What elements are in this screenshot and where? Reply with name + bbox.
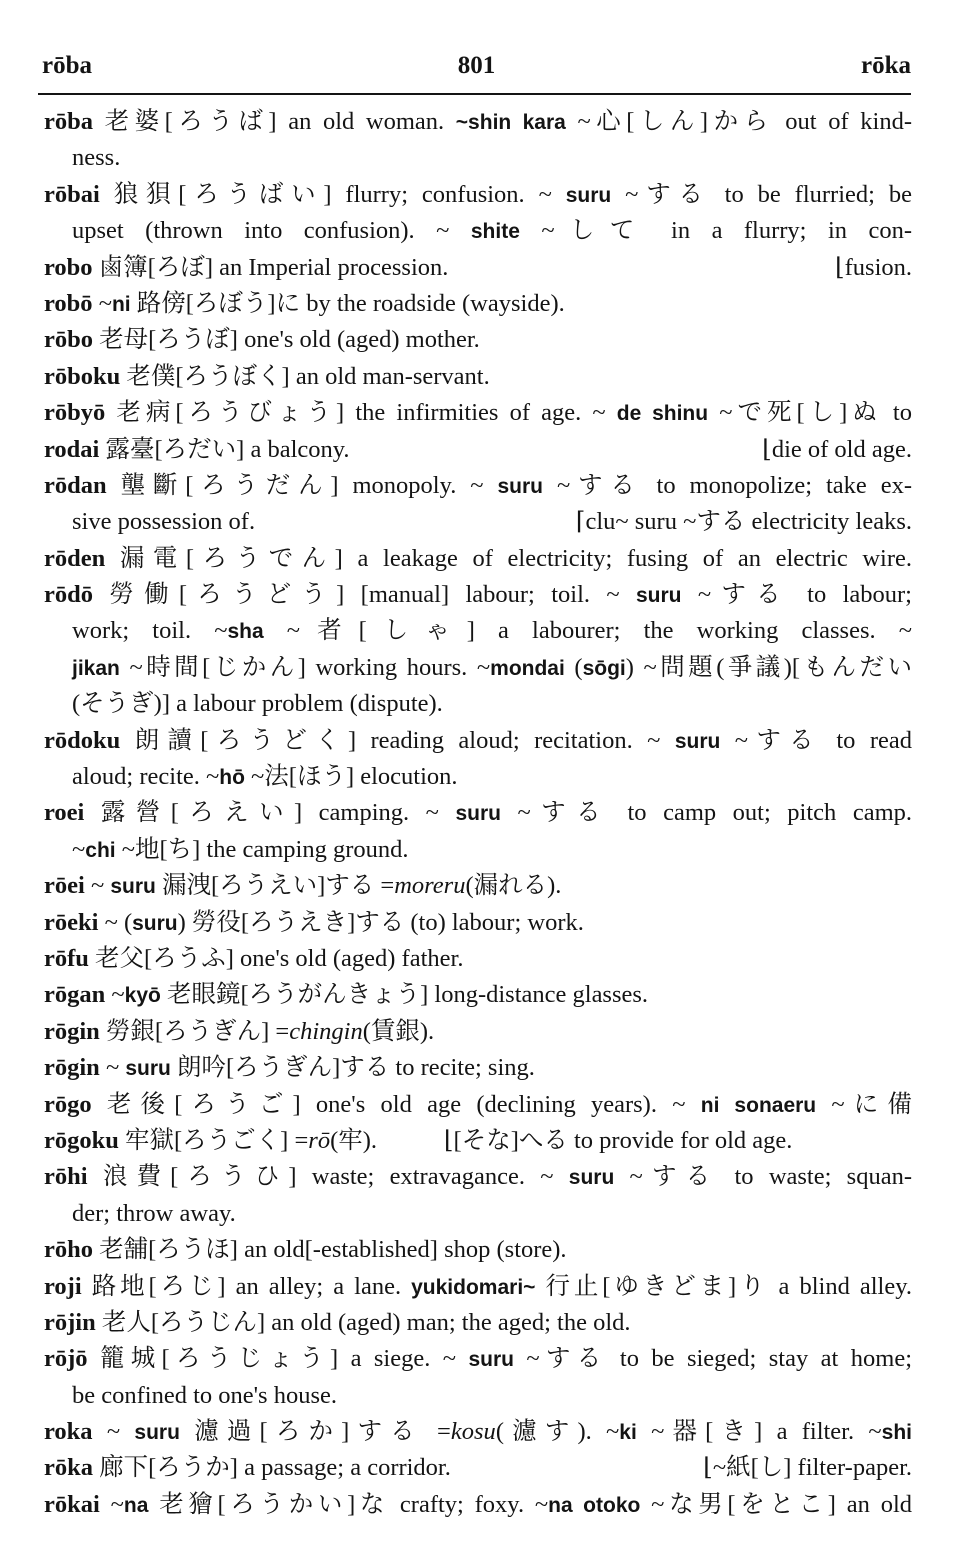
entry-text: (濾す). ~	[495, 1418, 620, 1446]
entry-text: ~して in a flurry; in con-	[519, 217, 912, 245]
entry-text: yukidomari~	[411, 1275, 536, 1299]
entry-text: 老人[ろうじん] an old (aged) man; the aged; the old.	[95, 1308, 631, 1336]
entry-text: ~する to be sieged; stay at home;	[513, 1345, 913, 1373]
entry-text: 老僕[ろうぼく] an old man-servant.	[120, 362, 490, 390]
entry-text: ~する to monopolize; take ex-	[543, 471, 912, 499]
entry-text: 路傍[ろぼう]に by the roadside (wayside).	[130, 289, 565, 317]
headword: rōdō	[44, 581, 93, 609]
entry-text: (	[564, 653, 583, 681]
headword: rōfu	[44, 944, 89, 972]
entry-text: 壟斷[ろうだん] monopoly. ~	[106, 471, 498, 499]
entry-line	[44, 686, 912, 722]
entry-text: ~法[ほう] elocution.	[244, 763, 458, 791]
headword: roji	[44, 1272, 82, 1300]
entry-text: ~する to camp out; pitch camp.	[500, 799, 913, 827]
entry-text: 勞働[ろうどう] [manual] labour; toil. ~	[93, 581, 636, 609]
entry-text: 老眼鏡[ろうがんきょう] long-distance glasses.	[160, 981, 649, 1009]
entry-text: kyō	[124, 984, 161, 1008]
entry-text: sive possession of.	[72, 508, 256, 536]
entry-line	[44, 723, 912, 759]
entry-text: suru	[635, 584, 682, 608]
running-head-left: rōba	[42, 52, 92, 79]
carryover-text: ⌊~紙[し] filter-paper.	[703, 1454, 912, 1482]
headword: rōgoku	[44, 1126, 119, 1154]
entry-line	[44, 1232, 912, 1268]
entry-line	[44, 541, 912, 577]
headword: rōho	[44, 1236, 93, 1264]
entry-text: 朗吟[ろうぎん]する to recite; sing.	[170, 1054, 535, 1082]
entry-text: (そうぎ)] a labour problem (dispute).	[72, 690, 443, 718]
entry-text: ness.	[72, 144, 121, 172]
entry-line	[44, 322, 912, 358]
entry-line	[44, 286, 912, 322]
entry-text: suru	[468, 1348, 514, 1372]
entry-line	[44, 1305, 912, 1341]
entry-text: 老後[ろうご] one's old age (declining years). ~	[91, 1090, 701, 1118]
page-header	[42, 52, 911, 86]
headword: rōgin	[44, 1054, 100, 1082]
entry-text: ) 勞役[ろうえき]する (to) labour; work.	[177, 908, 584, 936]
entry-text: ~	[99, 1490, 124, 1518]
entry-text: suru	[497, 474, 544, 498]
headword: rōgan	[44, 981, 106, 1009]
entry-text: kosu	[450, 1418, 496, 1446]
entry-text: 路地[ろじ] an alley; a lane.	[81, 1272, 412, 1300]
entry-line	[44, 868, 912, 904]
entry-text: sōgi	[582, 656, 626, 680]
entry-text: ~shin kara	[455, 111, 566, 134]
entry-line	[44, 650, 912, 686]
headword: rōbyō	[44, 399, 106, 427]
entry-text: 露臺[ろだい] a balcony.	[99, 435, 350, 463]
entry-line	[44, 795, 912, 831]
entry-text: de shinu	[616, 402, 709, 426]
entry-line	[44, 832, 912, 868]
headword: robō	[44, 289, 93, 317]
entry-text: ~に備	[816, 1090, 912, 1118]
entry-line	[44, 213, 912, 249]
entry-line	[44, 1487, 912, 1523]
headword: rōei	[44, 872, 85, 900]
entry-line	[44, 177, 912, 213]
entry-text: work; toil. ~	[72, 617, 228, 645]
headword: rōbo	[44, 326, 93, 354]
entry-text: suru	[568, 1166, 615, 1190]
entry-text: ni	[111, 292, 131, 316]
entry-text: mondai	[490, 656, 565, 680]
carryover-text: ⌊fusion.	[835, 253, 912, 281]
dictionary-entries	[44, 104, 912, 1523]
entry-text: ~	[84, 872, 111, 900]
entry-line	[44, 905, 912, 941]
entry-text: 廊下[ろうか] a passage; a corridor.	[93, 1454, 451, 1482]
entry-line	[44, 468, 912, 504]
entry-text: jikan	[72, 656, 120, 680]
entry-line	[44, 1014, 912, 1050]
headword: rōgin	[44, 1017, 100, 1045]
entry-text: ~ (	[98, 908, 133, 936]
entry-text: suru	[125, 1057, 171, 1081]
entry-line	[44, 250, 912, 286]
running-head-right: rōka	[861, 52, 911, 79]
entry-text: 朗讀[ろうどく] reading aloud; recitation. ~	[120, 726, 675, 754]
headword: rōgo	[44, 1090, 92, 1118]
entry-text: shi	[881, 1421, 912, 1445]
entry-text: ~時間[じかん] working hours. ~	[119, 653, 491, 681]
entry-text: ~な男[をとこ] an old	[640, 1490, 912, 1518]
entry-line	[44, 941, 912, 977]
entry-text: ~心[しん]から out of kind-	[565, 108, 912, 135]
entry-text: ~者[しゃ] a labourer; the working classes. ~	[263, 617, 912, 645]
entry-line	[44, 432, 912, 468]
carryover-text: ⌊[そな]へる to provide for old age.	[444, 1126, 793, 1154]
entry-text: ki	[619, 1421, 637, 1445]
entry-text: hō	[219, 766, 245, 790]
entry-text: aloud; recite. ~	[72, 763, 220, 791]
entry-line	[44, 1087, 912, 1123]
entry-line	[44, 977, 912, 1013]
entry-line	[44, 504, 912, 540]
headword: roei	[44, 799, 85, 827]
entry-text: chi	[85, 838, 116, 862]
entry-line	[44, 1269, 912, 1305]
entry-line	[44, 577, 912, 613]
entry-text: ~する to read	[720, 726, 912, 754]
entry-text: 浪費[ろうひ] waste; extravagance. ~	[87, 1163, 569, 1191]
carryover-text: ⌊die of old age.	[762, 435, 912, 463]
entry-text: (賃銀).	[362, 1017, 435, 1045]
entry-text: moreru	[394, 872, 466, 900]
entry-text: ~地[ち] the camping ground.	[115, 835, 409, 863]
headword: rōeki	[44, 908, 99, 936]
entry-text: ~	[105, 981, 125, 1009]
entry-text: ~する to labour;	[681, 581, 912, 609]
entry-text: 漏電[ろうでん] a leakage of electricity; fusing of an electric wire.	[105, 544, 912, 572]
entry-text: ~	[99, 1054, 126, 1082]
header-rule	[38, 93, 911, 95]
headword: rōka	[44, 1454, 93, 1482]
headword: rōjō	[44, 1345, 88, 1373]
entry-line	[44, 1341, 912, 1377]
entry-text: 漏洩[ろうえい]する =	[155, 872, 395, 900]
headword: rōkai	[44, 1490, 100, 1518]
entry-line	[44, 1414, 912, 1450]
entry-text: sha	[227, 620, 264, 644]
entry-line	[44, 1378, 912, 1414]
entry-text: suru	[674, 729, 721, 753]
entry-text: na	[123, 1493, 149, 1517]
entry-text: ~	[92, 289, 112, 317]
headword: rōhi	[44, 1163, 88, 1191]
entry-text: suru	[455, 802, 501, 826]
entry-line	[44, 104, 912, 140]
entry-text: 老舗[ろうほ] an old[-established] shop (store).	[93, 1236, 567, 1264]
entry-line	[44, 140, 912, 176]
headword: rōboku	[44, 362, 121, 390]
entry-text: 濾過[ろか]する =	[179, 1418, 451, 1446]
entry-line	[44, 395, 912, 431]
entry-text: ni sonaeru	[700, 1093, 817, 1117]
entry-text: na otoko	[548, 1493, 641, 1517]
entry-text: 狼狽[ろうばい] flurry; confusion. ~	[99, 180, 566, 208]
entry-text: ) ~問題(爭議)[もんだい	[625, 653, 912, 681]
entry-text: 老母[ろうぼ] one's old (aged) mother.	[93, 326, 480, 354]
entry-line	[44, 759, 912, 795]
headword: rōdoku	[44, 726, 121, 754]
entry-text: upset (thrown into confusion). ~	[72, 217, 471, 245]
entry-text: 鹵簿[ろぼ] an Imperial procession.	[92, 253, 449, 281]
page-number: 801	[457, 52, 496, 79]
entry-text: suru	[134, 1421, 180, 1445]
entry-text: ~する to be flurried; be	[611, 180, 912, 208]
entry-text: 露營[ろえい] camping. ~	[84, 799, 456, 827]
entry-line	[44, 1196, 912, 1232]
entry-text: 勞銀[ろうぎん] =	[99, 1017, 290, 1045]
entry-text: suru	[565, 183, 612, 207]
entry-text: 老父[ろうふ] one's old (aged) father.	[88, 944, 464, 972]
entry-text: ~で死[し]ぬ to	[708, 399, 912, 427]
entry-line	[44, 1450, 912, 1486]
entry-text: chingin	[289, 1017, 363, 1045]
entry-line	[44, 613, 912, 649]
entry-text: rō	[308, 1126, 331, 1154]
entry-text: 行止[ゆきどま]り a blind alley.	[535, 1272, 913, 1300]
headword: rōden	[44, 544, 106, 572]
headword: rōjin	[44, 1308, 96, 1336]
headword: rōbai	[44, 180, 100, 208]
headword: robo	[44, 253, 93, 281]
carryover-text: ⌈clu~ suru ~する electricity leaks.	[575, 508, 912, 536]
entry-line	[44, 1123, 912, 1159]
entry-text: 牢獄[ろうごく] =	[118, 1126, 309, 1154]
headword: rodai	[44, 435, 100, 463]
entry-text: ~	[72, 835, 86, 863]
headword: roka	[44, 1418, 93, 1446]
entry-text: 老婆[ろうば] an old woman.	[93, 108, 456, 135]
entry-text: 老病[ろうびょう] the infirmities of age. ~	[105, 399, 617, 427]
entry-text: suru	[110, 875, 156, 899]
headword: rōdan	[44, 471, 107, 499]
headword: rōba	[44, 108, 93, 135]
entry-text: suru	[132, 911, 178, 935]
entry-line	[44, 359, 912, 395]
entry-text: be confined to one's house.	[72, 1381, 338, 1409]
entry-line	[44, 1050, 912, 1086]
entry-line	[44, 1159, 912, 1195]
entry-text: (漏れる).	[465, 872, 562, 900]
entry-text: ~	[92, 1418, 135, 1446]
entry-text: (牢).	[330, 1126, 378, 1154]
entry-text: ~する to waste; squan-	[614, 1163, 912, 1191]
entry-text: ~器[き] a filter. ~	[636, 1418, 882, 1446]
entry-text: der; throw away.	[72, 1199, 236, 1227]
entry-text: 老獪[ろうかい]な crafty; foxy. ~	[148, 1490, 549, 1518]
entry-text: shite	[470, 220, 520, 244]
entry-text: 籠城[ろうじょう] a siege. ~	[87, 1345, 469, 1373]
